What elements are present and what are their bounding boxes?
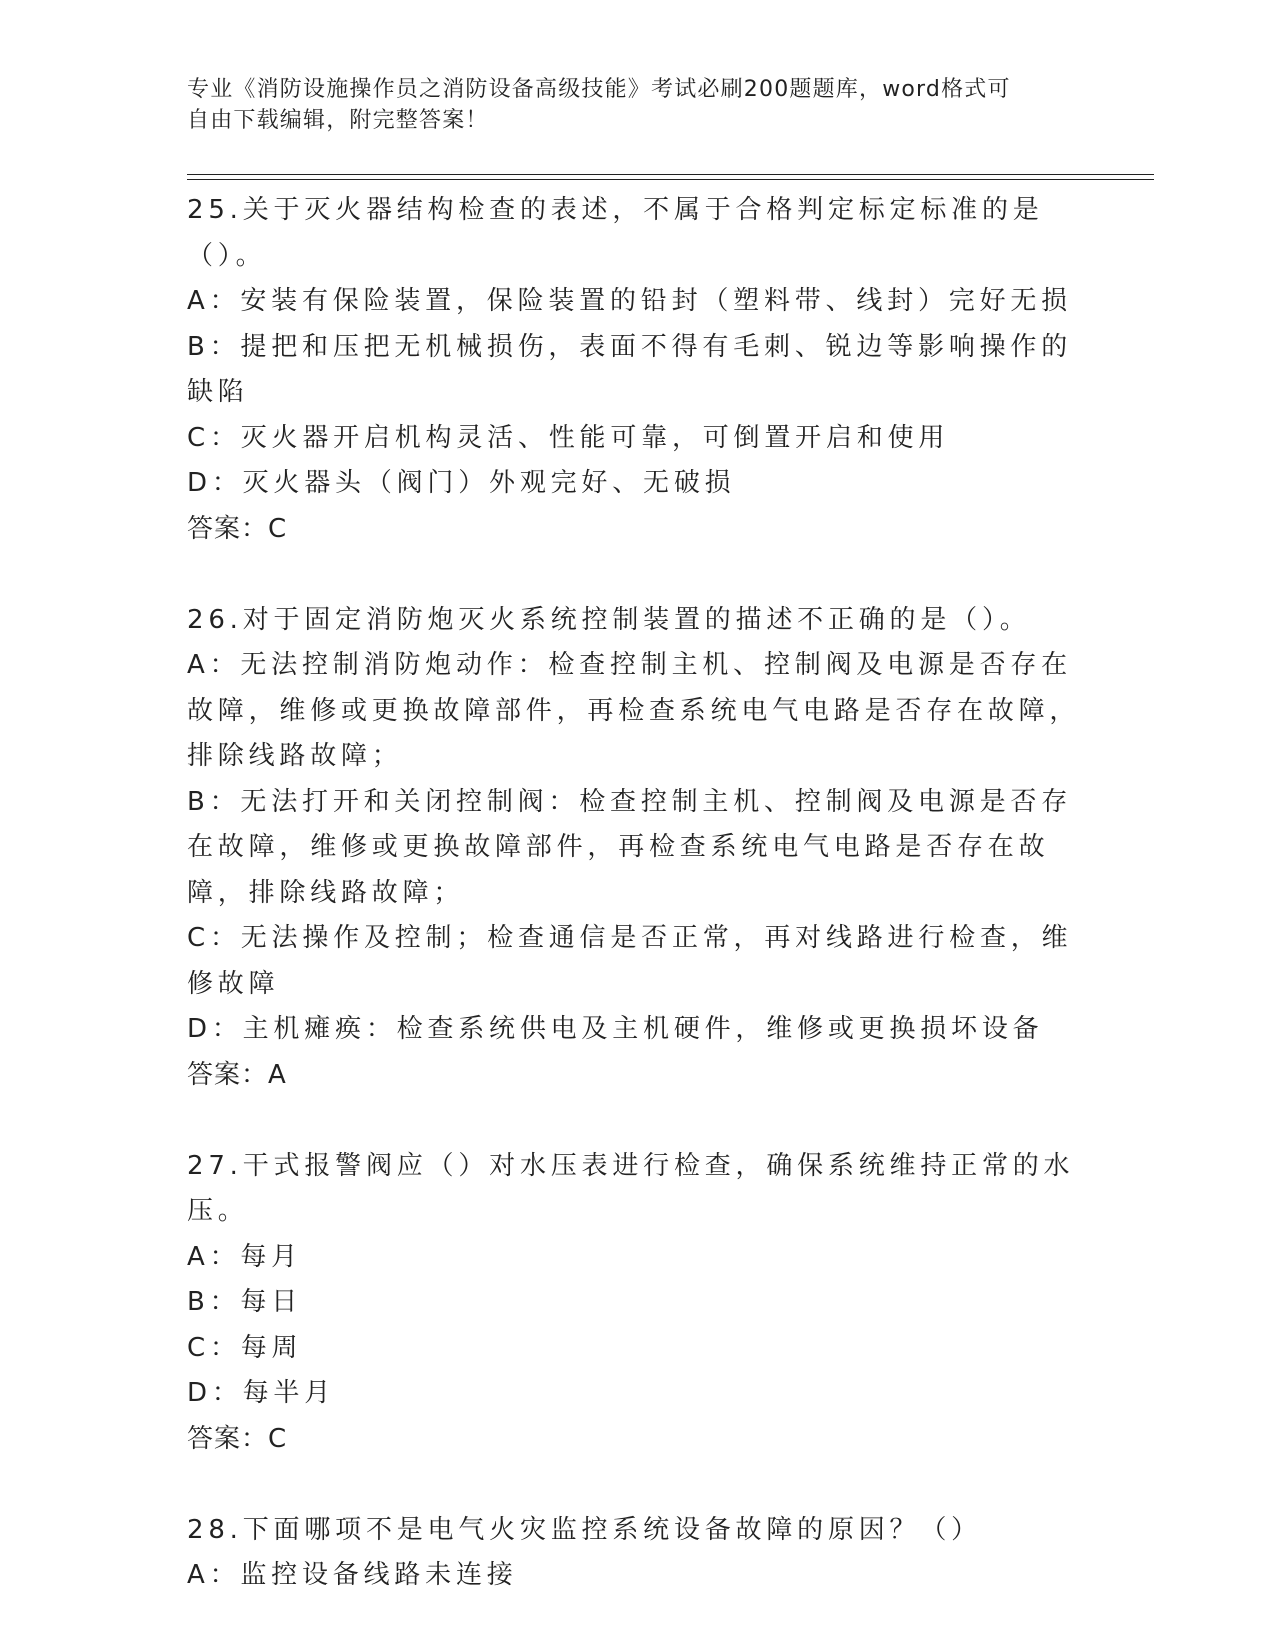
- option-a: A：每月: [187, 1241, 302, 1272]
- answer: 答案：C: [187, 513, 288, 544]
- question-stem: 27.干式报警阀应（）对水压表进行检查，确保系统维持正常的水压。: [187, 1150, 1075, 1226]
- question-stem: 28.下面哪项不是电气火灾监控系统设备故障的原因？（）: [187, 1514, 982, 1545]
- option-a: A：安装有保险装置，保险装置的铅封（塑料带、线封）完好无损: [187, 286, 1072, 316]
- question-25: [187, 188, 1087, 552]
- question-stem: 25.关于灭火器结构检查的表述，不属于合格判定标定标准的是（）。: [187, 195, 1044, 271]
- option-b: B：无法打开和关闭控制阀：检查控制主机、控制阀及电源是否存在故障，维修或更换故障部件，再检查系统电气电路是否存在故障，排除线路故障；: [187, 786, 1073, 908]
- option-c: C：灭火器开启机构灵活、性能可靠，可倒置开启和使用: [187, 422, 950, 453]
- header-line-1: 专业《消防设施操作员之消防设备高级技能》考试必刷200题题库，word格式可: [187, 77, 1011, 102]
- option-d: D：灭火器头（阀门）外观完好、无破损: [187, 468, 736, 498]
- header-line-2: 自由下载编辑，附完整答案！: [187, 108, 489, 133]
- question-26: [187, 598, 1087, 1099]
- document-header: [187, 74, 1067, 136]
- option-d: D：每半月: [187, 1378, 336, 1408]
- answer: 答案：A: [187, 1059, 287, 1090]
- question-28: [187, 1508, 1087, 1599]
- question-list: [187, 188, 1087, 1644]
- answer: 答案：C: [187, 1423, 288, 1454]
- option-c: C：每周: [187, 1332, 303, 1363]
- option-b: B：每日: [187, 1287, 303, 1317]
- question-27: [187, 1144, 1087, 1463]
- option-b: B：提把和压把无机械损伤，表面不得有毛刺、锐边等影响操作的缺陷: [187, 331, 1073, 407]
- header-divider-top: [187, 174, 1154, 175]
- option-c: C：无法操作及控制；检查通信是否正常，再对线路进行检查，维修故障: [187, 923, 1073, 999]
- question-stem: 26.对于固定消防炮灭火系统控制装置的描述不正确的是（）。: [187, 604, 1031, 635]
- option-d: D：主机瘫痪：检查系统供电及主机硬件，维修或更换损坏设备: [187, 1014, 1044, 1044]
- option-a: A：无法控制消防炮动作：检查控制主机、控制阀及电源是否存在故障，维修或更换故障部件，再检查系统电气电路是否存在故障，排除线路故障；: [187, 650, 1081, 771]
- option-a: A：监控设备线路未连接: [187, 1560, 518, 1590]
- header-divider-bottom: [187, 179, 1154, 180]
